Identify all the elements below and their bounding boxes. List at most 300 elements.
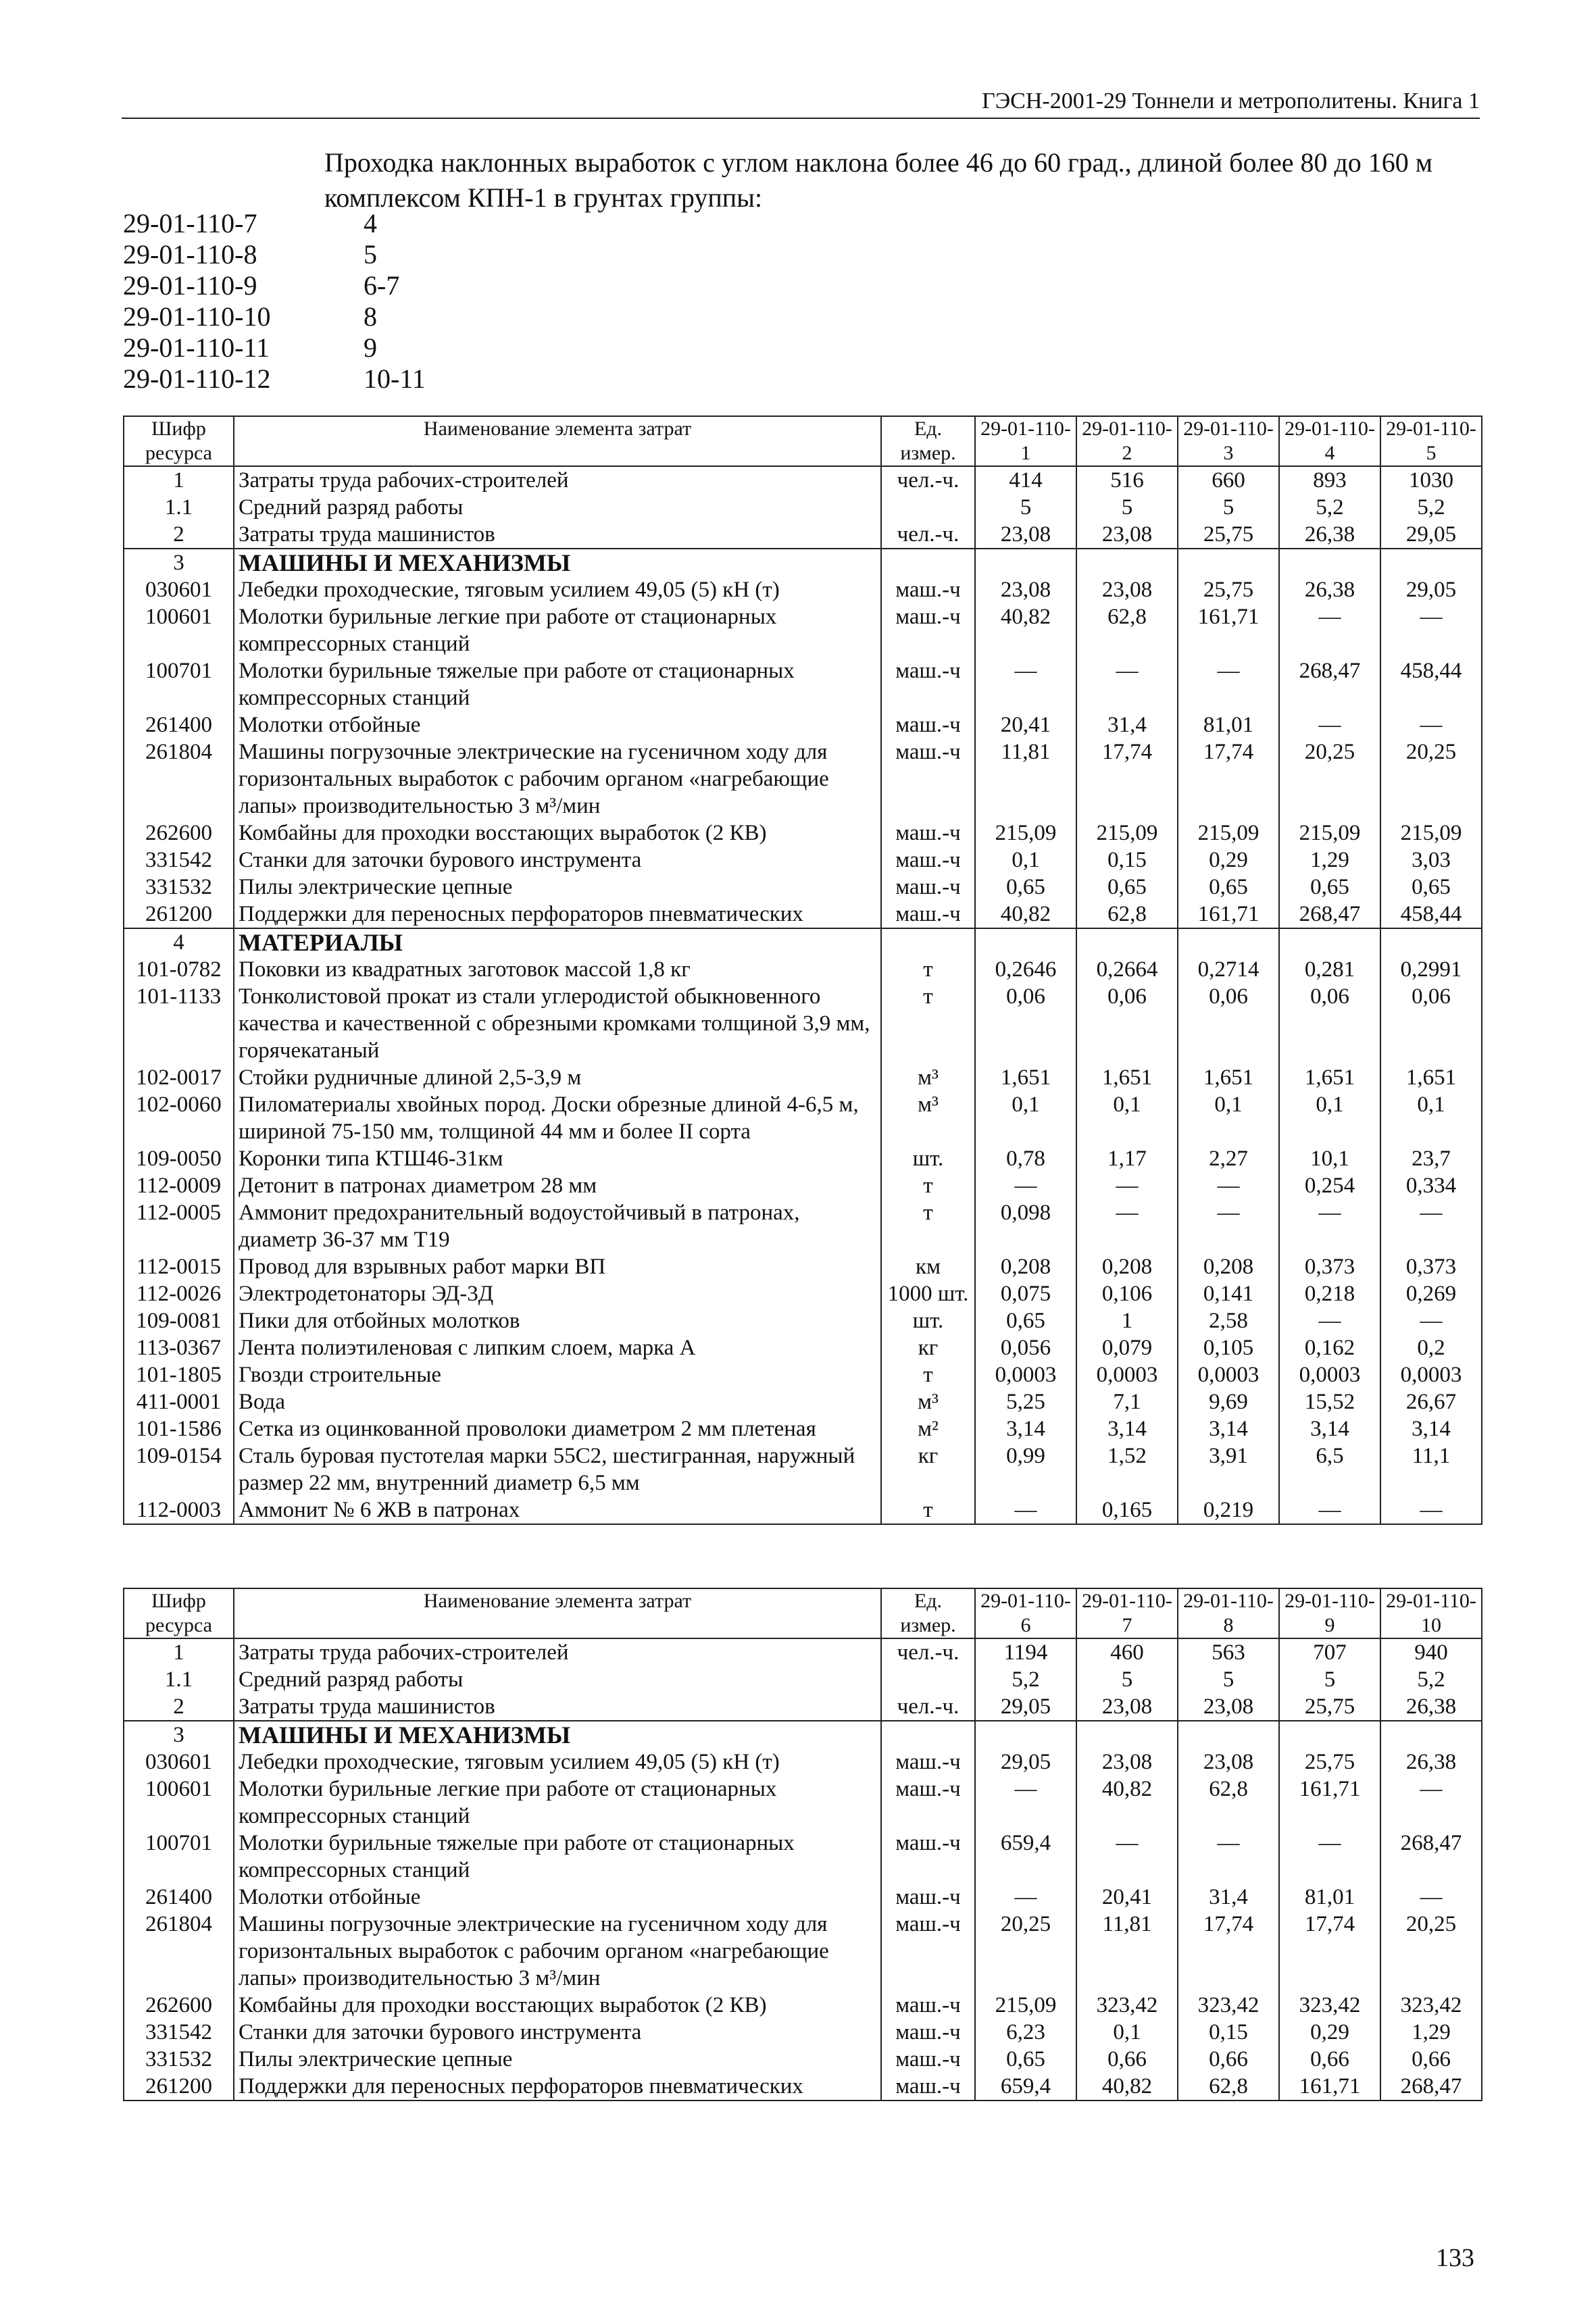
norm-value: 0,06 [975, 983, 1076, 1064]
norm-value: 660 [1178, 466, 1279, 494]
norm-value: 323,42 [1380, 1992, 1482, 2019]
norm-value: 23,08 [1178, 1693, 1279, 1721]
cost-element-name: Сталь буровая пустотелая марки 55С2, шестигранная, наружный размер 22 мм, внутренний диаметр 6,5 мм [234, 1442, 881, 1496]
cost-element-name: Лента полиэтиленовая с липким слоем, марка А [234, 1334, 881, 1361]
norm-value: — [975, 657, 1076, 711]
norm-value: — [1076, 1199, 1178, 1253]
norm-value: 0,78 [975, 1145, 1076, 1172]
resource-code: 331532 [124, 874, 234, 901]
norm-value: 29,05 [975, 1749, 1076, 1776]
norm-value: 6,23 [975, 2019, 1076, 2046]
norm-value: 5,2 [1380, 1666, 1482, 1693]
norm-value [1279, 1721, 1380, 1749]
norm-value: 0,06 [1076, 983, 1178, 1064]
norm-value: 161,71 [1279, 1776, 1380, 1830]
norm-value: 0,06 [1279, 983, 1380, 1064]
norm-value: 62,8 [1178, 1776, 1279, 1830]
unit-of-measure: чел.-ч. [881, 466, 975, 494]
cost-element-name: Молотки бурильные легкие при работе от стационарных компрессорных станций [234, 603, 881, 657]
norm-value: 23,08 [975, 576, 1076, 603]
unit-of-measure: м³ [881, 1091, 975, 1145]
norm-value: 0,219 [1178, 1496, 1279, 1524]
norm-value: 11,81 [1076, 1911, 1178, 1992]
norm-value: 0,65 [1380, 874, 1482, 901]
norm-value: 1,651 [1076, 1064, 1178, 1091]
norm-value: 20,41 [975, 711, 1076, 738]
resource-code: 261200 [124, 2073, 234, 2101]
table-row [124, 1334, 1482, 1361]
resource-code: 261200 [124, 901, 234, 928]
norm-value [1076, 928, 1178, 956]
cost-element-name: Машины погрузочные электрические на гусеничном ходу для горизонтальных выработок с рабочим органом «нагребающие лапы» производительностью 3 м³/мин [234, 738, 881, 820]
table-row [124, 466, 1482, 494]
norm-value: 5 [1076, 1666, 1178, 1693]
norm-value: — [1076, 1830, 1178, 1884]
norm-value: 0,06 [1178, 983, 1279, 1064]
norm-value: — [1279, 1496, 1380, 1524]
resource-code: 411-0001 [124, 1388, 234, 1415]
norm-value: 268,47 [1279, 657, 1380, 711]
resource-code: 109-0154 [124, 1442, 234, 1496]
page-header: ГЭСН-2001-29 Тоннели и метрополитены. Книга 1 [122, 88, 1480, 119]
norm-column-header: 29-01-110-2 [1076, 416, 1178, 466]
norm-value: 20,25 [1380, 1911, 1482, 1992]
unit-of-measure: маш.-ч [881, 874, 975, 901]
norm-value: 20,25 [1279, 738, 1380, 820]
norm-value: 0,29 [1178, 847, 1279, 874]
table-row [124, 847, 1482, 874]
resource-code: 112-0015 [124, 1253, 234, 1280]
norm-value: 268,47 [1380, 2073, 1482, 2101]
norm-value: 659,4 [975, 2073, 1076, 2101]
norm-value [1178, 549, 1279, 576]
norm-value: — [1279, 1830, 1380, 1884]
resource-code: 1.1 [124, 1666, 234, 1693]
norm-value: 0,105 [1178, 1334, 1279, 1361]
section-row [124, 1721, 1482, 1749]
cost-element-name: Затраты труда машинистов [234, 521, 881, 549]
resource-code: 261400 [124, 1884, 234, 1911]
norm-value: 3,03 [1380, 847, 1482, 874]
norm-value: 563 [1178, 1638, 1279, 1666]
soil-group: 5 [364, 239, 377, 270]
unit-of-measure: т [881, 1361, 975, 1388]
unit-of-measure: кг [881, 1442, 975, 1496]
cost-element-name: Стойки рудничные длиной 2,5-3,9 м [234, 1064, 881, 1091]
norm-value: 29,05 [975, 1693, 1076, 1721]
cost-element-name: Пилы электрические цепные [234, 874, 881, 901]
unit-column-header: Ед. измер. [881, 1588, 975, 1638]
norm-value: 0,269 [1380, 1280, 1482, 1307]
norm-value: 0,208 [1076, 1253, 1178, 1280]
table-row [124, 1992, 1482, 2019]
table-row [124, 1172, 1482, 1199]
norm-value: — [975, 1884, 1076, 1911]
norm-value: 23,08 [1076, 1693, 1178, 1721]
resource-code: 112-0003 [124, 1496, 234, 1524]
unit-of-measure: т [881, 956, 975, 983]
unit-of-measure: шт. [881, 1307, 975, 1334]
norm-value: 323,42 [1076, 1992, 1178, 2019]
unit-of-measure: маш.-ч [881, 847, 975, 874]
norm-value: 1030 [1380, 466, 1482, 494]
norm-value: 15,52 [1279, 1388, 1380, 1415]
unit-of-measure [881, 1721, 975, 1749]
norm-code: 29-01-110-9 [123, 270, 257, 301]
norm-value: 9,69 [1178, 1388, 1279, 1415]
resource-code: 112-0026 [124, 1280, 234, 1307]
cost-element-name: МАШИНЫ И МЕХАНИЗМЫ [234, 549, 881, 576]
norm-value: 0,373 [1380, 1253, 1482, 1280]
resource-code: 331532 [124, 2046, 234, 2073]
norm-value: — [975, 1776, 1076, 1830]
norm-value: 5,2 [1279, 494, 1380, 521]
unit-of-measure [881, 549, 975, 576]
norm-value: 26,67 [1380, 1388, 1482, 1415]
norm-value: 0,106 [1076, 1280, 1178, 1307]
unit-of-measure: м² [881, 1415, 975, 1442]
norm-value: 0,2646 [975, 956, 1076, 983]
cost-element-name: Комбайны для проходки восстающих выработок (2 КВ) [234, 820, 881, 847]
norm-value: 0,1 [975, 1091, 1076, 1145]
norm-value: 707 [1279, 1638, 1380, 1666]
norm-value: 26,38 [1380, 1693, 1482, 1721]
norm-value: — [1178, 657, 1279, 711]
cost-element-name: Тонколистовой прокат из стали углеродистой обыкновенного качества и качественной с обрезными кромками толщиной 3,9 мм, горячекатаный [234, 983, 881, 1064]
soil-group: 4 [364, 208, 377, 238]
norm-code: 29-01-110-10 [123, 301, 271, 332]
norm-value: 458,44 [1380, 901, 1482, 928]
norm-value: 40,82 [1076, 2073, 1178, 2101]
cost-element-name: Молотки бурильные тяжелые при работе от стационарных компрессорных станций [234, 1830, 881, 1884]
norm-value: 25,75 [1279, 1693, 1380, 1721]
norm-value: 7,1 [1076, 1388, 1178, 1415]
norm-value: 1,651 [975, 1064, 1076, 1091]
norm-value: 1 [1076, 1307, 1178, 1334]
resource-code: 109-0081 [124, 1307, 234, 1334]
norm-value: 40,82 [1076, 1776, 1178, 1830]
norm-value: 0,0003 [1380, 1361, 1482, 1388]
table-row [124, 1911, 1482, 1992]
norm-value: — [1279, 1307, 1380, 1334]
name-column-header: Наименование элемента затрат [234, 1588, 881, 1638]
table-row [124, 1145, 1482, 1172]
soil-group: 10-11 [364, 363, 426, 394]
norm-code: 29-01-110-8 [123, 239, 257, 270]
cost-element-name: Пики для отбойных молотков [234, 1307, 881, 1334]
code-list-item [123, 239, 426, 270]
resource-code: 101-1133 [124, 983, 234, 1064]
norm-value: 3,14 [975, 1415, 1076, 1442]
unit-of-measure: т [881, 983, 975, 1064]
table-row [124, 1280, 1482, 1307]
resource-code: 100701 [124, 657, 234, 711]
norm-value: 0,66 [1178, 2046, 1279, 2073]
code-list [123, 208, 426, 395]
norm-value: 0,66 [1279, 2046, 1380, 2073]
cost-element-name: Поддержки для переносных перфораторов пневматических [234, 901, 881, 928]
table-header-row [124, 416, 1482, 466]
cost-element-name: Молотки отбойные [234, 711, 881, 738]
norm-value: — [1380, 1884, 1482, 1911]
unit-of-measure: чел.-ч. [881, 1638, 975, 1666]
table-row [124, 494, 1482, 521]
table-row [124, 1361, 1482, 1388]
norm-value: 25,75 [1279, 1749, 1380, 1776]
code-list-item [123, 332, 426, 363]
table-header-row [124, 1588, 1482, 1638]
table-row [124, 521, 1482, 549]
table-row [124, 874, 1482, 901]
unit-of-measure: маш.-ч [881, 1911, 975, 1992]
norm-value: 0,65 [1279, 874, 1380, 901]
norm-value: 0,141 [1178, 1280, 1279, 1307]
norm-value: 5 [975, 494, 1076, 521]
norm-value: — [1380, 1307, 1482, 1334]
norm-value: 0,373 [1279, 1253, 1380, 1280]
cost-element-name: Молотки отбойные [234, 1884, 881, 1911]
table-row [124, 1776, 1482, 1830]
table-row [124, 1638, 1482, 1666]
norm-value: 0,2714 [1178, 956, 1279, 983]
resource-code: 100601 [124, 1776, 234, 1830]
resource-code: 1.1 [124, 494, 234, 521]
norm-value: 0,2 [1380, 1334, 1482, 1361]
cost-element-name: Станки для заточки бурового инструмента [234, 2019, 881, 2046]
norm-value: 0,162 [1279, 1334, 1380, 1361]
soil-group: 9 [364, 332, 377, 363]
resource-table-1 [123, 416, 1482, 1525]
unit-of-measure: маш.-ч [881, 820, 975, 847]
norm-value [1380, 1721, 1482, 1749]
table-row [124, 956, 1482, 983]
norm-value: 0,2991 [1380, 956, 1482, 983]
unit-of-measure [881, 494, 975, 521]
norm-value: 20,25 [975, 1911, 1076, 1992]
resource-code: 262600 [124, 1992, 234, 2019]
resource-code: 1 [124, 1638, 234, 1666]
norm-value: 3,14 [1380, 1415, 1482, 1442]
norm-value: — [1076, 657, 1178, 711]
norm-value: 0,65 [1178, 874, 1279, 901]
unit-of-measure: маш.-ч [881, 2046, 975, 2073]
unit-of-measure: маш.-ч [881, 603, 975, 657]
norm-code: 29-01-110-7 [123, 208, 257, 238]
cost-element-name: Коронки типа КТШ46-31км [234, 1145, 881, 1172]
cost-element-name: Комбайны для проходки восстающих выработок (2 КВ) [234, 1992, 881, 2019]
norm-value: 17,74 [1279, 1911, 1380, 1992]
table-row [124, 2019, 1482, 2046]
norm-value: 161,71 [1178, 901, 1279, 928]
norm-value: 0,208 [1178, 1253, 1279, 1280]
norm-value [1178, 1721, 1279, 1749]
table-row [124, 820, 1482, 847]
norm-column-header: 29-01-110-8 [1178, 1588, 1279, 1638]
norm-value [1076, 1721, 1178, 1749]
cost-element-name: Пиломатериалы хвойных пород. Доски обрезные длиной 4-6,5 м, шириной 75-150 мм, толщиной 44 мм и более II сорта [234, 1091, 881, 1145]
norm-value: — [1380, 1199, 1482, 1253]
norm-value: 323,42 [1178, 1992, 1279, 2019]
norm-value: 5,2 [975, 1666, 1076, 1693]
unit-of-measure: чел.-ч. [881, 1693, 975, 1721]
norm-value: 0,99 [975, 1442, 1076, 1496]
resource-code: 100601 [124, 603, 234, 657]
norm-column-header: 29-01-110-5 [1380, 416, 1482, 466]
resource-code: 331542 [124, 847, 234, 874]
norm-value: 1,29 [1380, 2019, 1482, 2046]
norm-value: 0,056 [975, 1334, 1076, 1361]
norm-value: 215,09 [975, 820, 1076, 847]
unit-column-header: Ед. измер. [881, 416, 975, 466]
table-row [124, 1091, 1482, 1145]
norm-value: 1,29 [1279, 847, 1380, 874]
resource-code: 2 [124, 521, 234, 549]
norm-value: 40,82 [975, 901, 1076, 928]
norm-value: 17,74 [1178, 1911, 1279, 1992]
norm-value: 0,1 [975, 847, 1076, 874]
norm-value: 0,15 [1076, 847, 1178, 874]
unit-of-measure: маш.-ч [881, 901, 975, 928]
norm-value: 0,1 [1279, 1091, 1380, 1145]
norm-column-header: 29-01-110-4 [1279, 416, 1380, 466]
table-row [124, 2073, 1482, 2101]
resource-table-2 [123, 1588, 1482, 2101]
norm-value: 62,8 [1076, 901, 1178, 928]
unit-of-measure: т [881, 1496, 975, 1524]
norm-value: 5 [1076, 494, 1178, 521]
norm-code: 29-01-110-12 [123, 363, 271, 394]
cost-element-name: Станки для заточки бурового инструмента [234, 847, 881, 874]
resource-code: 1 [124, 466, 234, 494]
cost-element-name: Гвозди строительные [234, 1361, 881, 1388]
table-row [124, 1388, 1482, 1415]
table-row [124, 1415, 1482, 1442]
norm-value: 460 [1076, 1638, 1178, 1666]
norm-value: 3,14 [1279, 1415, 1380, 1442]
norm-value: 20,41 [1076, 1884, 1178, 1911]
cost-element-name: Вода [234, 1388, 881, 1415]
norm-value [1076, 549, 1178, 576]
norm-value: 268,47 [1380, 1830, 1482, 1884]
norm-value: 29,05 [1380, 521, 1482, 549]
unit-of-measure: м³ [881, 1388, 975, 1415]
norm-value: 0,098 [975, 1199, 1076, 1253]
norm-value: 0,1 [1178, 1091, 1279, 1145]
cost-element-name: МАТЕРИАЛЫ [234, 928, 881, 956]
unit-of-measure: маш.-ч [881, 711, 975, 738]
norm-column-header: 29-01-110-1 [975, 416, 1076, 466]
norm-value: 458,44 [1380, 657, 1482, 711]
norm-value: 17,74 [1076, 738, 1178, 820]
unit-of-measure [881, 1666, 975, 1693]
name-column-header: Наименование элемента затрат [234, 416, 881, 466]
table-row [124, 1442, 1482, 1496]
norm-value: 29,05 [1380, 576, 1482, 603]
table-row [124, 576, 1482, 603]
norm-column-header: 29-01-110-7 [1076, 1588, 1178, 1638]
section-row [124, 928, 1482, 956]
norm-value: 161,71 [1279, 2073, 1380, 2101]
table-row [124, 711, 1482, 738]
unit-of-measure: маш.-ч [881, 1884, 975, 1911]
resource-code: 262600 [124, 820, 234, 847]
resource-code: 331542 [124, 2019, 234, 2046]
norm-value: 20,25 [1380, 738, 1482, 820]
cost-element-name: Затраты труда машинистов [234, 1693, 881, 1721]
table-row [124, 1253, 1482, 1280]
norm-value: 268,47 [1279, 901, 1380, 928]
norm-value: 516 [1076, 466, 1178, 494]
section-row [124, 549, 1482, 576]
cost-element-name: Средний разряд работы [234, 494, 881, 521]
norm-value: 0,15 [1178, 2019, 1279, 2046]
norm-value: 215,09 [1178, 820, 1279, 847]
norm-value: 26,38 [1279, 521, 1380, 549]
norm-value: 0,66 [1076, 2046, 1178, 2073]
resource-code: 261400 [124, 711, 234, 738]
norm-value: 659,4 [975, 1830, 1076, 1884]
table-row [124, 603, 1482, 657]
norm-value: 0,65 [975, 2046, 1076, 2073]
resource-code: 100701 [124, 1830, 234, 1884]
norm-value: 81,01 [1178, 711, 1279, 738]
table-row [124, 1666, 1482, 1693]
norm-value: 26,38 [1380, 1749, 1482, 1776]
unit-of-measure: т [881, 1172, 975, 1199]
norm-value: 940 [1380, 1638, 1482, 1666]
resource-code: 113-0367 [124, 1334, 234, 1361]
norm-value: 17,74 [1178, 738, 1279, 820]
norm-value: — [1178, 1830, 1279, 1884]
unit-of-measure: маш.-ч [881, 738, 975, 820]
norm-value: 414 [975, 466, 1076, 494]
norm-value: 3,14 [1178, 1415, 1279, 1442]
code-list-item [123, 301, 426, 332]
norm-column-header: 29-01-110-3 [1178, 416, 1279, 466]
norm-value: — [975, 1172, 1076, 1199]
resource-code: 4 [124, 928, 234, 956]
norm-value: 1,651 [1178, 1064, 1279, 1091]
norm-value: 3,91 [1178, 1442, 1279, 1496]
soil-group: 6-7 [364, 270, 400, 301]
cost-element-name: Лебедки проходческие, тяговым усилием 49,05 (5) кН (т) [234, 1749, 881, 1776]
norm-value: 0,281 [1279, 956, 1380, 983]
norm-value: 5,25 [975, 1388, 1076, 1415]
norm-value: 81,01 [1279, 1884, 1380, 1911]
unit-of-measure: км [881, 1253, 975, 1280]
resource-code: 030601 [124, 1749, 234, 1776]
cost-element-name: Затраты труда рабочих-строителей [234, 466, 881, 494]
unit-of-measure: 1000 шт. [881, 1280, 975, 1307]
norm-value: 0,65 [1076, 874, 1178, 901]
table-row [124, 1830, 1482, 1884]
resource-code: 261804 [124, 738, 234, 820]
norm-value: 5 [1178, 494, 1279, 521]
soil-group: 8 [364, 301, 377, 332]
norm-value: 31,4 [1076, 711, 1178, 738]
resource-code: 030601 [124, 576, 234, 603]
norm-value: — [1178, 1172, 1279, 1199]
norm-value: 0,65 [975, 874, 1076, 901]
norm-value: 0,079 [1076, 1334, 1178, 1361]
resource-code: 102-0017 [124, 1064, 234, 1091]
norm-value: 5 [1178, 1666, 1279, 1693]
cost-element-name: Электродетонаторы ЭД-3Д [234, 1280, 881, 1307]
code-list-item [123, 208, 426, 239]
norm-value: 215,09 [1380, 820, 1482, 847]
norm-value: — [1380, 711, 1482, 738]
norm-value: 5 [1279, 1666, 1380, 1693]
